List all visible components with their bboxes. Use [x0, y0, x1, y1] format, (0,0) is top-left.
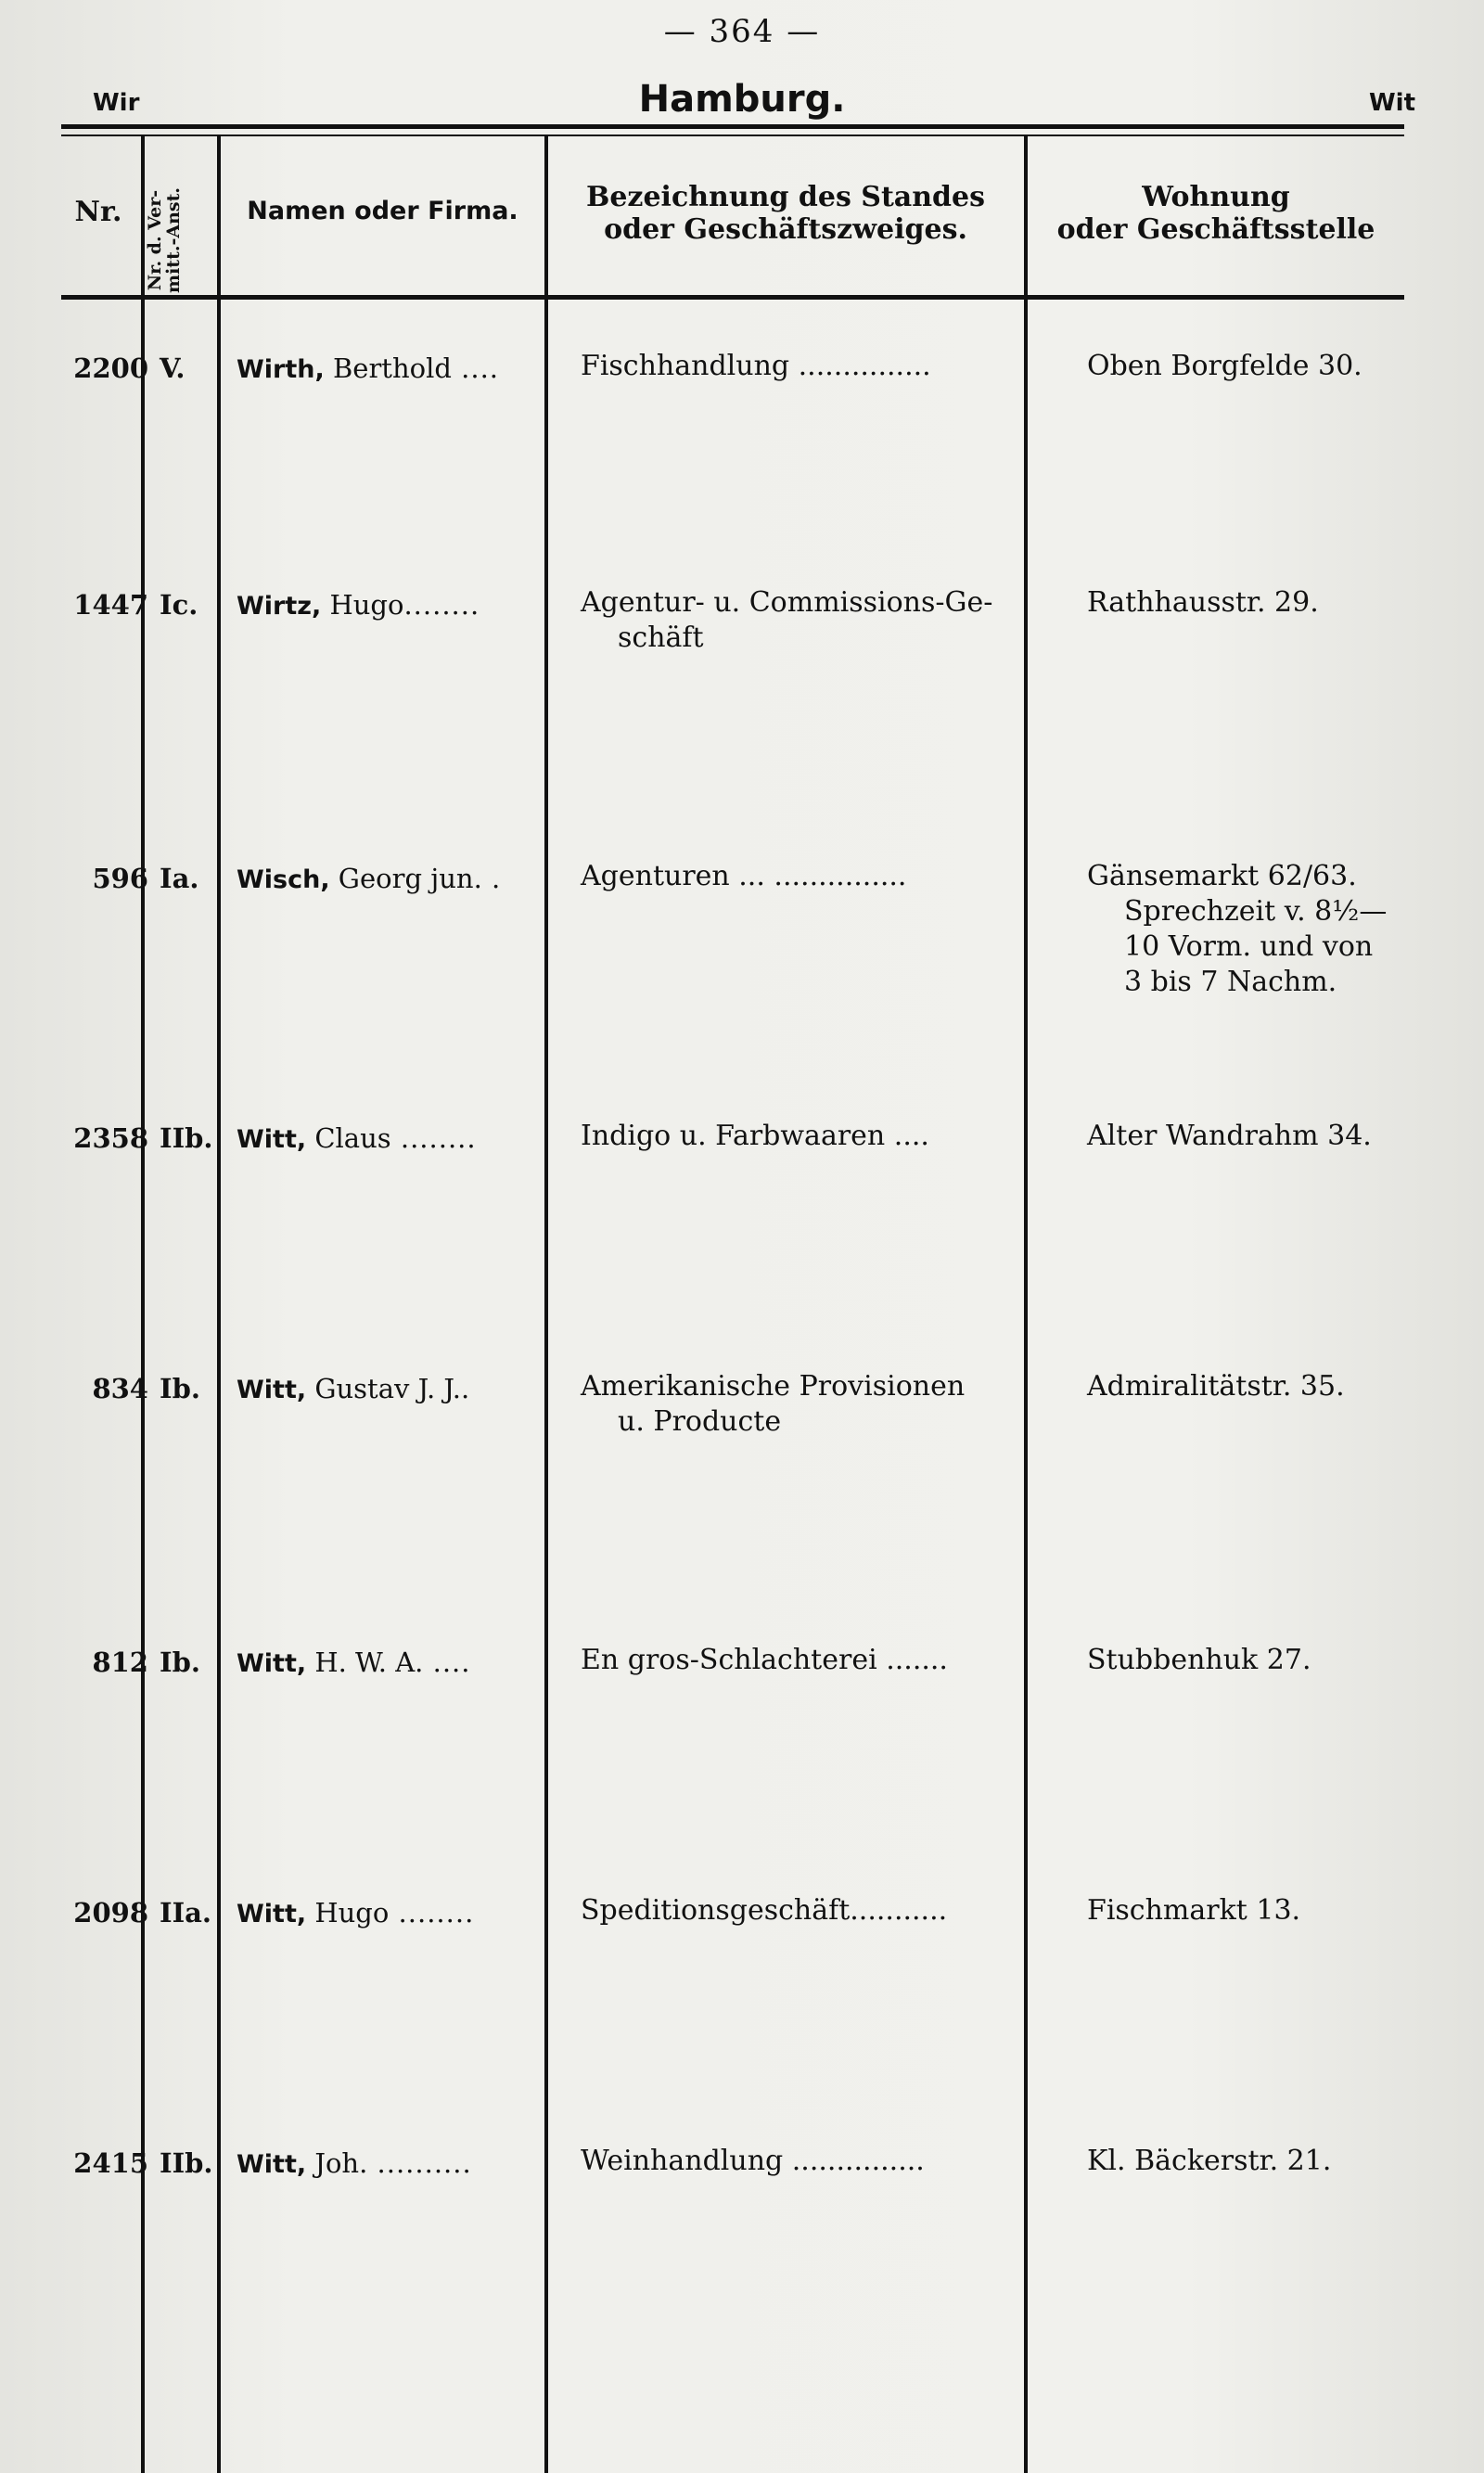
entry-name-leader: ........ — [403, 589, 480, 621]
entry-name — [237, 1122, 477, 1154]
entry-address — [1087, 349, 1362, 384]
entry-name-leader: ........ — [390, 1122, 477, 1154]
entry-given-name: Hugo — [306, 1897, 390, 1928]
entry-surname: Witt, — [237, 1900, 307, 1928]
header-top-rule-thin — [61, 135, 1404, 136]
entry-name — [237, 1647, 470, 1678]
entry-address-line: Stubbenhuk 27. — [1087, 1644, 1311, 1676]
entry-name — [237, 1373, 470, 1404]
column-divider-3 — [544, 136, 548, 2473]
entry-given-name: Claus — [306, 1122, 391, 1154]
entry-trade-line: En gros-Schlachterei ....... — [581, 1644, 948, 1676]
entry-address-line: Alter Wandrahm 34. — [1087, 1120, 1372, 1152]
entry-number: 812 — [92, 1647, 148, 1678]
entry-given-name: Berthold — [324, 352, 452, 384]
entry-address — [1087, 1369, 1345, 1404]
entry-name — [237, 1897, 474, 1928]
entry-surname: Wisch, — [237, 865, 330, 894]
entry-name-leader: .... — [451, 352, 500, 384]
entry-surname: Wirtz, — [237, 592, 322, 621]
entry-surname: Witt, — [237, 1376, 307, 1404]
entry-trade — [581, 1119, 929, 1154]
entry-trade — [581, 859, 906, 894]
header-top-rule — [61, 124, 1404, 129]
column-divider-1 — [141, 136, 145, 2473]
entry-number: 834 — [92, 1373, 148, 1404]
entry-trade-line: Indigo u. Farbwaaren .... — [581, 1120, 929, 1152]
entry-trade-line: Fischhandlung ............... — [581, 350, 931, 382]
header-stand: Bezeichnung des Standes oder Geschäftszweiges. — [585, 181, 986, 246]
entry-surname: Wirth, — [237, 355, 325, 384]
entry-name — [237, 863, 501, 894]
entry-vermittlungsanstalt: Ib. — [160, 1647, 200, 1678]
header-bottom-rule — [61, 295, 1404, 300]
entry-number: 1447 — [73, 589, 148, 621]
entry-trade-line: u. Producte — [618, 1405, 782, 1438]
entry-given-name: Joh. — [306, 2147, 368, 2179]
entry-trade — [581, 2144, 925, 2179]
entry-address — [1087, 1893, 1300, 1928]
entry-name-leader: .... — [423, 1647, 471, 1678]
header-nr: Nr. — [74, 196, 122, 228]
entry-trade-line: Speditionsgeschäft........... — [581, 1894, 948, 1927]
entry-vermittlungsanstalt: Ia. — [160, 863, 199, 894]
entry-address-line: 10 Vorm. und von — [1124, 930, 1374, 963]
entry-number: 2415 — [73, 2147, 148, 2179]
entry-address-line: Gänsemarkt 62/63. — [1087, 860, 1357, 892]
entry-given-name: H. W. A. — [306, 1647, 424, 1678]
entry-trade-line: schäft — [618, 621, 704, 654]
column-divider-4 — [1024, 136, 1028, 2473]
catchword-left: Wir — [93, 89, 140, 117]
header-wohnung: Wohnung oder Geschäftsstelle — [1056, 181, 1375, 246]
entry-name — [237, 589, 480, 621]
entry-address-line: Oben Borgfelde 30. — [1087, 350, 1362, 382]
catchword-right: Wit — [1369, 89, 1416, 117]
entry-trade — [581, 1369, 965, 1440]
entry-name-leader: .......... — [367, 2147, 472, 2179]
entry-address-line: Kl. Bäckerstr. 21. — [1087, 2145, 1332, 2177]
entry-vermittlungsanstalt: Ib. — [160, 1373, 200, 1404]
entry-vermittlungsanstalt: V. — [160, 352, 186, 384]
entry-trade-line: Weinhandlung ............... — [581, 2145, 925, 2177]
entry-trade — [581, 1893, 947, 1928]
entry-number: 596 — [92, 863, 148, 894]
entry-number: 2098 — [73, 1897, 148, 1928]
entry-trade-line: Agentur- u. Commissions-Ge- — [581, 586, 993, 619]
entry-address-line: Sprechzeit v. 8½— — [1124, 895, 1388, 928]
entry-trade — [581, 1643, 948, 1678]
entry-address-line: Rathhausstr. 29. — [1087, 586, 1319, 619]
entry-trade-line: Amerikanische Provisionen — [581, 1370, 966, 1403]
entry-name-leader: . — [461, 1373, 471, 1404]
header-vermittlungsanstalt: Nr. d. Ver- mitt.-Anst. — [145, 186, 184, 294]
entry-given-name: Gustav J. J. — [306, 1373, 462, 1404]
entry-address-line: Admiralitätstr. 35. — [1087, 1370, 1345, 1403]
entry-vermittlungsanstalt: IIb. — [160, 2147, 213, 2179]
entry-name-leader: . — [481, 863, 502, 894]
entry-vermittlungsanstalt: IIa. — [160, 1897, 212, 1928]
entry-trade-line: Agenturen ... ............... — [581, 860, 907, 892]
entry-surname: Witt, — [237, 1649, 307, 1678]
entry-address — [1087, 585, 1319, 621]
column-divider-2 — [217, 136, 221, 2473]
entry-address — [1087, 1119, 1372, 1154]
entry-given-name: Hugo — [321, 589, 404, 621]
entry-name — [237, 2147, 472, 2179]
entry-given-name: Georg jun. — [329, 863, 482, 894]
entry-address-line: 3 bis 7 Nachm. — [1124, 966, 1337, 998]
entry-vermittlungsanstalt: IIb. — [160, 1122, 213, 1154]
entry-surname: Witt, — [237, 2150, 307, 2179]
entry-number: 2200 — [73, 352, 148, 384]
entry-address-line: Fischmarkt 13. — [1087, 1894, 1301, 1927]
header-name: Namen oder Firma. — [247, 197, 518, 225]
entry-surname: Witt, — [237, 1125, 307, 1154]
entry-name — [237, 352, 499, 384]
entry-trade — [581, 585, 992, 656]
entry-address — [1087, 2144, 1331, 2179]
entry-address — [1087, 859, 1387, 1000]
entry-name-leader: ........ — [389, 1897, 475, 1928]
entry-address — [1087, 1643, 1311, 1678]
entry-trade — [581, 349, 931, 384]
city-heading: Hamburg. — [638, 78, 846, 121]
entry-vermittlungsanstalt: Ic. — [160, 589, 198, 621]
entry-number: 2358 — [73, 1122, 148, 1154]
page-number: — 364 — — [663, 13, 821, 50]
